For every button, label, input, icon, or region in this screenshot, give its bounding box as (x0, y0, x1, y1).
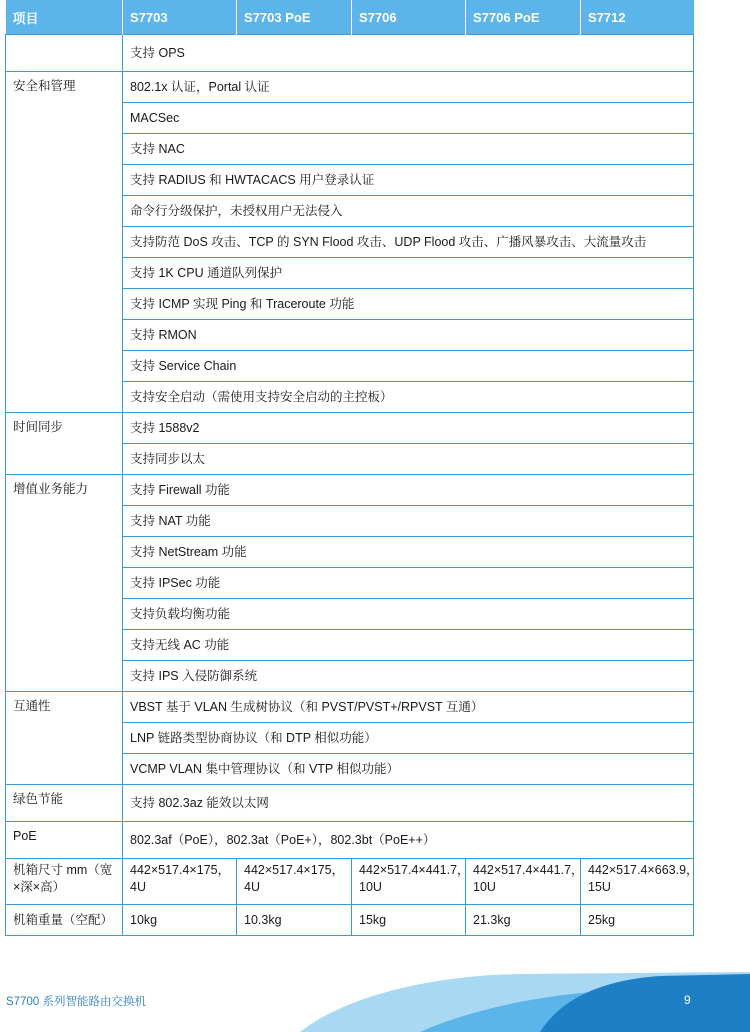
feature-cell: VCMP VLAN 集中管理协议（和 VTP 相似功能） (123, 754, 694, 785)
feature-cell: 支持 NetStream 功能 (123, 537, 694, 568)
category-cell: 绿色节能 (6, 785, 123, 822)
feature-cell: 支持安全启动（需使用支持安全启动的主控板） (123, 382, 694, 413)
feature-cell: 支持负载均衡功能 (123, 599, 694, 630)
header-s7712: S7712 (581, 0, 694, 35)
spec-table (5, 0, 699, 936)
feature-cell: 支持 Firewall 功能 (123, 475, 694, 506)
feature-cell: 支持 ICMP 实现 Ping 和 Traceroute 功能 (123, 289, 694, 320)
dimensions-label-cell: 机箱尺寸 mm（宽×深×高） (6, 859, 123, 905)
category-cell (6, 35, 123, 72)
dimensions-value-cell: 442×517.4×175，4U (237, 859, 352, 905)
feature-cell: 支持 NAT 功能 (123, 506, 694, 537)
weight-value-cell: 15kg (352, 905, 466, 936)
feature-cell: 802.1x 认证，Portal 认证 (123, 72, 694, 103)
feature-cell: 支持防范 DoS 攻击、TCP 的 SYN Flood 攻击、UDP Flood 攻击、广播风暴攻击、大流量攻击 (123, 227, 694, 258)
page-number: 9 (684, 993, 691, 1007)
feature-cell: LNP 链路类型协商协议（和 DTP 相似功能） (123, 723, 694, 754)
table-row (6, 785, 694, 822)
table-row (6, 475, 694, 506)
category-cell: 增值业务能力 (6, 475, 123, 692)
feature-cell: 命令行分级保护，未授权用户无法侵入 (123, 196, 694, 227)
feature-cell: 支持 RADIUS 和 HWTACACS 用户登录认证 (123, 165, 694, 196)
feature-cell: 支持 Service Chain (123, 351, 694, 382)
table-header-row (6, 0, 694, 35)
weight-value-cell: 10.3kg (237, 905, 352, 936)
header-s7703: S7703 (123, 0, 237, 35)
category-cell: 互通性 (6, 692, 123, 785)
weight-value-cell: 25kg (581, 905, 694, 936)
header-s7703-poe: S7703 PoE (237, 0, 352, 35)
dimensions-row (6, 859, 694, 905)
dimensions-value-cell: 442×517.4×441.7，10U (352, 859, 466, 905)
dimensions-value-cell: 442×517.4×441.7，10U (466, 859, 581, 905)
weight-value-cell: 21.3kg (466, 905, 581, 936)
feature-cell: 支持 1K CPU 通道队列保护 (123, 258, 694, 289)
feature-cell: 支持 IPSec 功能 (123, 568, 694, 599)
dimensions-value-cell: 442×517.4×663.9，15U (581, 859, 694, 905)
table-body (6, 35, 699, 936)
feature-cell: 支持 802.3az 能效以太网 (123, 785, 694, 822)
table-row (6, 35, 694, 72)
feature-cell: 支持 IPS 入侵防御系统 (123, 661, 694, 692)
feature-cell: 支持无线 AC 功能 (123, 630, 694, 661)
footer-title: S7700 系列智能路由交换机 (6, 996, 146, 1008)
table-row (6, 822, 694, 859)
table-row (6, 413, 694, 444)
category-cell: 安全和管理 (6, 72, 123, 413)
table-row (6, 692, 694, 723)
feature-cell: 支持 RMON (123, 320, 694, 351)
header-item: 项目 (6, 0, 123, 35)
header-s7706-poe: S7706 PoE (466, 0, 581, 35)
feature-cell: MACSec (123, 103, 694, 134)
feature-cell: 支持同步以太 (123, 444, 694, 475)
category-cell: 时间同步 (6, 413, 123, 475)
feature-cell: 802.3af（PoE），802.3at（PoE+），802.3bt（PoE++） (123, 822, 694, 859)
weight-row (6, 905, 694, 936)
weight-label-cell: 机箱重量（空配） (6, 905, 123, 936)
feature-cell: VBST 基于 VLAN 生成树协议（和 PVST/PVST+/RPVST 互通） (123, 692, 694, 723)
feature-cell: 支持 NAC (123, 134, 694, 165)
category-cell: PoE (6, 822, 123, 859)
table-row (6, 72, 694, 103)
header-s7706: S7706 (352, 0, 466, 35)
feature-cell: 支持 OPS (123, 35, 694, 72)
dimensions-value-cell: 442×517.4×175，4U (123, 859, 237, 905)
feature-cell: 支持 1588v2 (123, 413, 694, 444)
weight-value-cell: 10kg (123, 905, 237, 936)
